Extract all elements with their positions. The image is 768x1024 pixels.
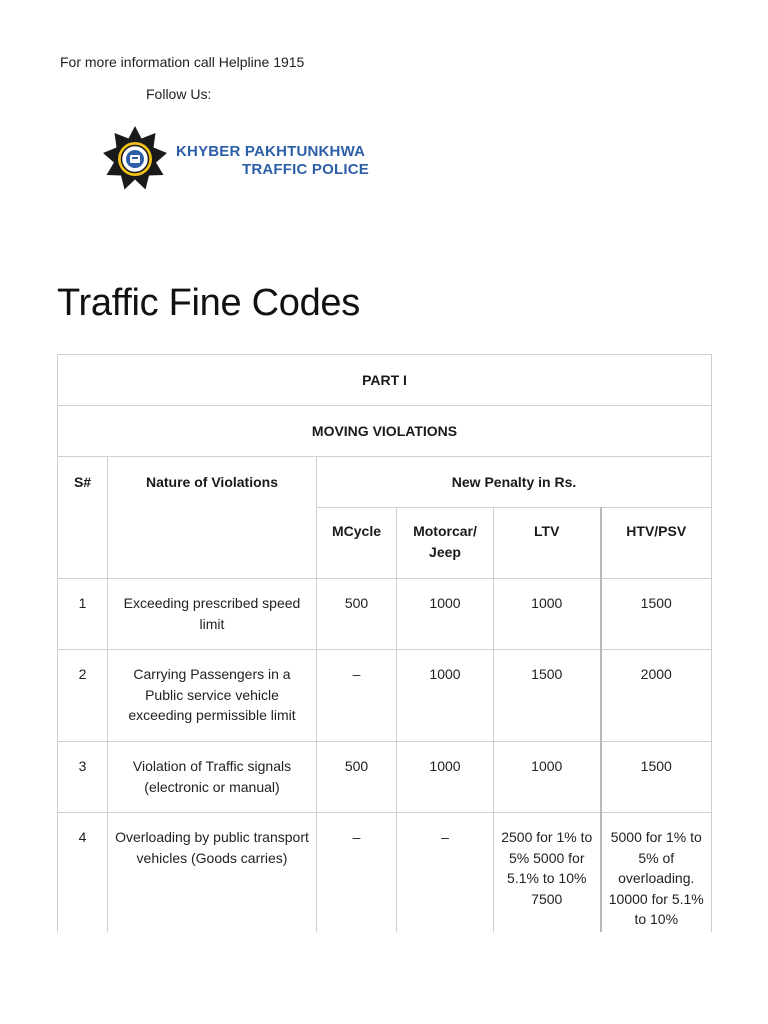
header-htv: HTV/PSV (601, 508, 712, 579)
cell-htv: 1500 (601, 579, 712, 650)
cell-motorcar: – (397, 813, 494, 945)
page-title: Traffic Fine Codes (57, 282, 360, 324)
cell-nature: Violation of Traffic signals (electronic or manual) (108, 742, 317, 813)
header-penalty: New Penalty in Rs. (317, 457, 712, 508)
page-bottom-margin (0, 932, 768, 1024)
cell-ltv: 2500 for 1% to 5% 5000 for 5.1% to 10% 7500 (494, 813, 601, 945)
logo-wordmark (176, 143, 369, 179)
header-ltv: LTV (494, 508, 601, 579)
cell-htv: 2000 (601, 650, 712, 742)
table-row (58, 742, 712, 813)
table-section-row (58, 406, 712, 457)
cell-nature: Carrying Passengers in a Public service vehicle exceeding permissible limit (108, 650, 317, 742)
cell-htv: 1500 (601, 742, 712, 813)
cell-mcycle: 500 (317, 579, 397, 650)
logo-line-2: TRAFFIC POLICE (242, 161, 369, 178)
header-sno: S# (58, 457, 108, 579)
cell-nature: Exceeding prescribed speed limit (108, 579, 317, 650)
header-motorcar: Motorcar/ Jeep (397, 508, 494, 579)
part-heading: PART I (58, 355, 712, 406)
cell-sno: 1 (58, 579, 108, 650)
helpline-text: For more information call Helpline 1915 (60, 54, 305, 70)
cell-sno: 3 (58, 742, 108, 813)
cell-htv: 5000 for 1% to 5% of overloading. 10000 for 5.1% to 10% (601, 813, 712, 945)
cell-motorcar: 1000 (397, 742, 494, 813)
cell-ltv: 1000 (494, 579, 601, 650)
cell-sno: 2 (58, 650, 108, 742)
cell-nature: Overloading by public transport vehicles (Goods carries) (108, 813, 317, 945)
table-row (58, 813, 712, 945)
table-row (58, 650, 712, 742)
follow-us-label: Follow Us: (146, 86, 212, 102)
cell-sno: 4 (58, 813, 108, 945)
table-row (58, 579, 712, 650)
header-mcycle: MCycle (317, 508, 397, 579)
cell-mcycle: 500 (317, 742, 397, 813)
police-badge-icon (100, 124, 170, 194)
header-nature: Nature of Violations (108, 457, 317, 579)
table-header-row (58, 457, 712, 508)
cell-ltv: 1000 (494, 742, 601, 813)
section-heading: MOVING VIOLATIONS (58, 406, 712, 457)
cell-mcycle: – (317, 650, 397, 742)
cell-motorcar: 1000 (397, 579, 494, 650)
kp-traffic-police-logo[interactable] (100, 124, 380, 194)
cell-ltv: 1500 (494, 650, 601, 742)
table-part-row (58, 355, 712, 406)
logo-line-1: KHYBER PAKHTUNKHWA (176, 143, 366, 160)
cell-mcycle: – (317, 813, 397, 945)
cell-motorcar: 1000 (397, 650, 494, 742)
fine-codes-table (57, 354, 712, 945)
